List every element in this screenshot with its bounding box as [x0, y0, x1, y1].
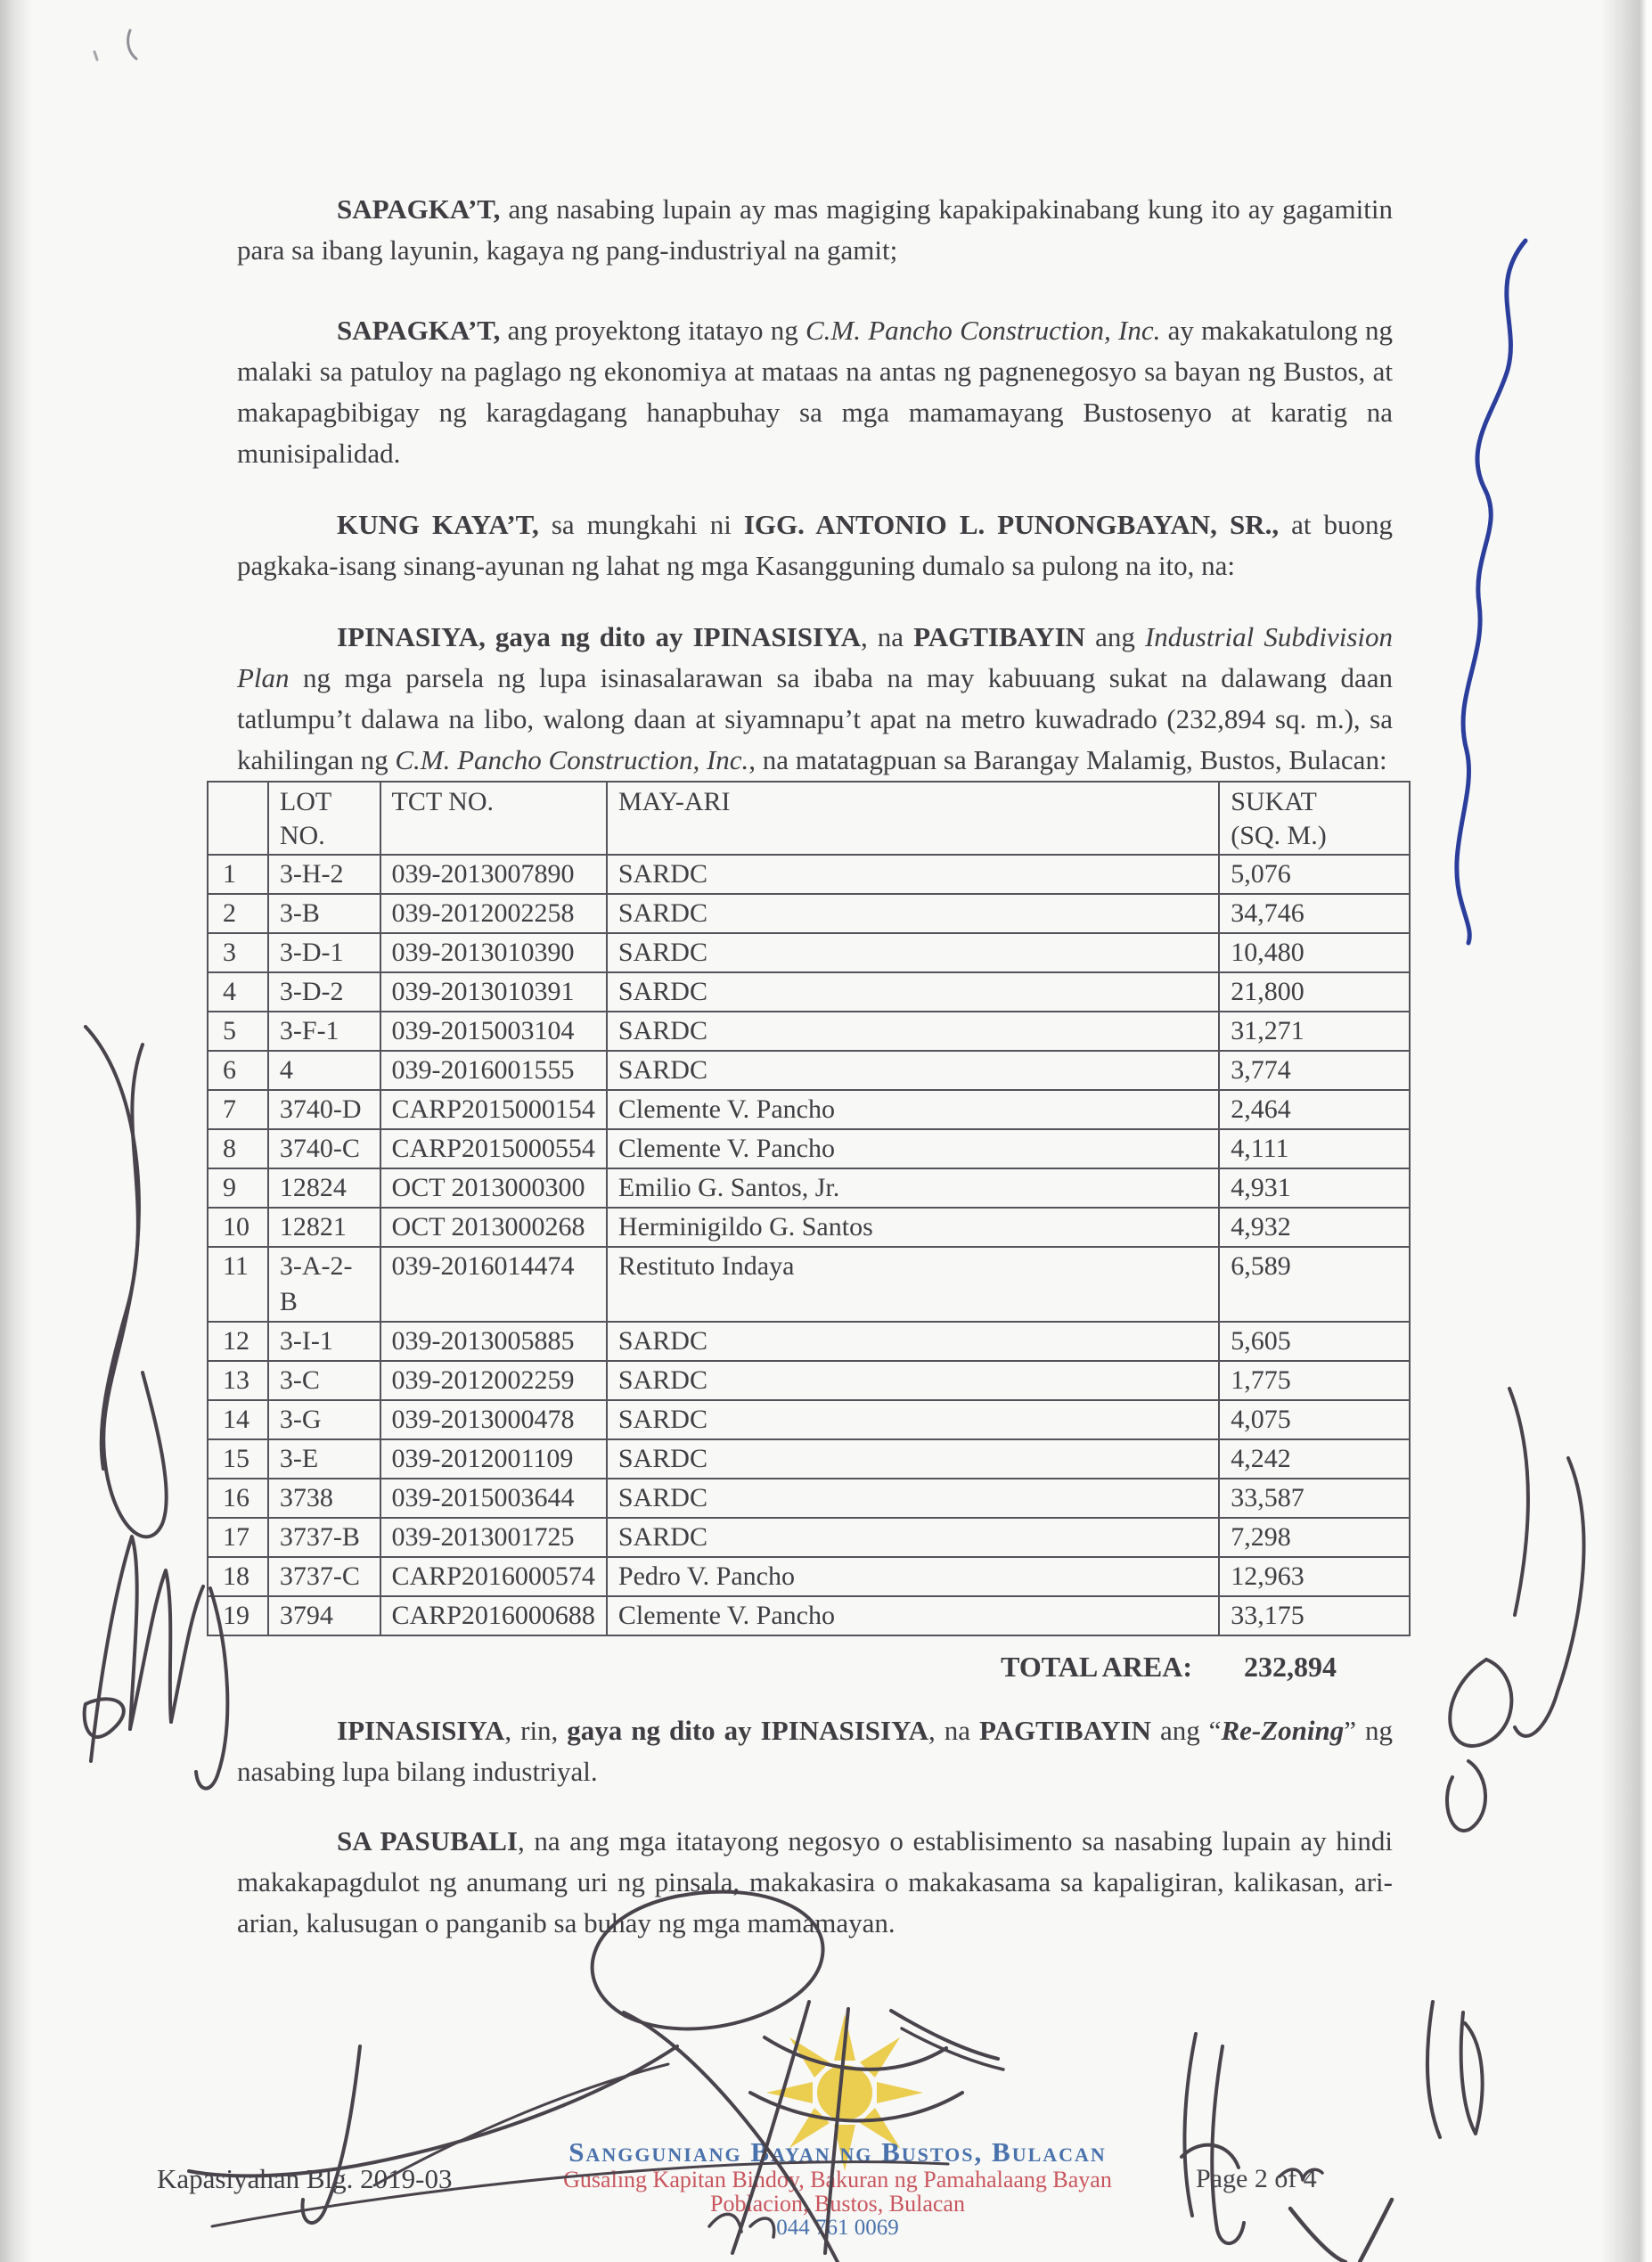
table-cell: 3-B: [268, 894, 380, 933]
text-segment: IPINASIYA, gaya ng dito ay IPINASISIYA: [337, 621, 861, 652]
table-cell: 14: [208, 1400, 268, 1439]
table-cell: 039-2015003104: [380, 1012, 607, 1051]
signature-ink-icon: [86, 1027, 167, 1537]
table-cell: 039-2013010391: [380, 972, 607, 1012]
total-area-label: TOTAL AREA:: [1001, 1651, 1192, 1683]
table-row: [208, 1247, 1410, 1322]
table-cell: SARDC: [607, 1012, 1219, 1051]
text-segment: C.M. Pancho Construction, Inc.: [805, 315, 1161, 346]
table-cell: 3-C: [268, 1361, 380, 1400]
table-cell: 3-A-2-B: [268, 1247, 380, 1322]
table-cell: 3-G: [268, 1400, 380, 1439]
table-cell: 039-2013007890: [380, 855, 607, 894]
lots-table-header: [208, 782, 1410, 855]
table-cell: CARP2015000154: [380, 1090, 607, 1129]
table-cell: 3794: [268, 1596, 380, 1635]
table-cell: 039-2013010390: [380, 933, 607, 972]
text-segment: PAGTIBAYIN: [979, 1715, 1151, 1746]
table-row: [208, 1322, 1410, 1361]
document-body: [207, 0, 1411, 1944]
table-cell: SARDC: [607, 1361, 1219, 1400]
table-cell: 039-2016014474: [380, 1247, 607, 1322]
table-row: [208, 972, 1410, 1012]
table-cell: 4: [208, 972, 268, 1012]
table-cell: 3-H-2: [268, 855, 380, 894]
table-header-row: [208, 782, 1410, 855]
seal-phone: 044 761 0069: [776, 2216, 899, 2240]
text-segment: ay makakatulong ng malaki sa patuloy na paglago ng ekonomiya at mataas na antas ng pagnenegosyo sa bayan ng Bustos, at makapagbibigay ng karagdagang hanapbuhay sa mga mamamayang Bustosenyo at karatig na munisipalidad.: [237, 315, 1393, 469]
table-cell: 4,242: [1219, 1439, 1410, 1479]
table-row: [208, 1400, 1410, 1439]
text-segment: , na: [928, 1715, 980, 1746]
table-row: [208, 933, 1410, 972]
table-cell: Pedro V. Pancho: [607, 1557, 1219, 1596]
header-tct-no: TCT NO.: [380, 782, 607, 855]
table-cell: 33,587: [1219, 1479, 1410, 1518]
text-segment: ang proyektong itatayo ng: [500, 315, 806, 346]
text-segment: , na: [860, 621, 914, 652]
table-cell: 12824: [268, 1168, 380, 1208]
paragraph-sapagkat-2: [237, 310, 1393, 474]
table-cell: 039-2012001109: [380, 1439, 607, 1479]
table-row: [208, 1168, 1410, 1208]
table-cell: SARDC: [607, 1051, 1219, 1090]
paragraph-sapagkat-1: [237, 189, 1393, 271]
text-segment: sa mungkahi ni: [538, 509, 744, 540]
text-segment: , na matatagpuan sa Barangay Malamig, Bustos, Bulacan:: [748, 744, 1387, 775]
text-segment: IPINASISIYA: [337, 1715, 505, 1746]
table-cell: 16: [208, 1479, 268, 1518]
table-cell: 9: [208, 1168, 268, 1208]
table-cell: 4: [268, 1051, 380, 1090]
signature-ink-icon: [1447, 1761, 1485, 1831]
signature-blue-icon: [1457, 241, 1525, 943]
header-may-ari: MAY-ARI: [607, 782, 1219, 855]
table-cell: OCT 2013000300: [380, 1168, 607, 1208]
signature-ink-icon: [130, 1570, 171, 1729]
table-cell: 19: [208, 1596, 268, 1635]
seal-organization: Sangguniang Bayan ng Bustos, Bulacan: [568, 2136, 1107, 2168]
table-cell: 15: [208, 1439, 268, 1479]
table-cell: 12821: [268, 1208, 380, 1247]
table-cell: 039-2012002259: [380, 1361, 607, 1400]
text-segment: Industrial Subdivision Plan: [237, 621, 1393, 693]
table-row: [208, 1439, 1410, 1479]
table-cell: 10,480: [1219, 933, 1410, 972]
table-row: [208, 1557, 1410, 1596]
table-cell: 3738: [268, 1479, 380, 1518]
table-cell: Clemente V. Pancho: [607, 1090, 1219, 1129]
table-cell: 3737-B: [268, 1518, 380, 1557]
table-cell: SARDC: [607, 933, 1219, 972]
table-cell: 12: [208, 1322, 268, 1361]
paragraph-rezoning: [237, 1710, 1393, 1792]
signature-ink-icon: [102, 1045, 143, 1469]
signature-ink-icon: [1360, 2200, 1392, 2262]
text-segment: ang “: [1150, 1715, 1222, 1746]
signature-ink-icon: [1450, 1660, 1511, 1746]
table-row: [208, 1012, 1410, 1051]
text-segment: SAPAGKA’T,: [337, 193, 501, 225]
text-segment: ang: [1085, 621, 1145, 652]
page-number: Page 2 of 4: [1196, 2164, 1317, 2193]
table-row: [208, 894, 1410, 933]
text-segment: IGG. ANTONIO L. PUNONGBAYAN, SR.,: [743, 509, 1280, 540]
table-cell: 4,932: [1219, 1208, 1410, 1247]
text-segment: SA PASUBALI: [337, 1825, 518, 1856]
table-cell: CARP2016000688: [380, 1596, 607, 1635]
table-cell: 1,775: [1219, 1361, 1410, 1400]
text-segment: ” ng nasabing lupa bilang industriyal.: [237, 1715, 1393, 1787]
signature-ink-icon: [302, 2046, 360, 2223]
table-cell: 039-2013005885: [380, 1322, 607, 1361]
table-cell: 12,963: [1219, 1557, 1410, 1596]
table-cell: 11: [208, 1247, 268, 1322]
lots-table: [207, 781, 1411, 1636]
table-cell: SARDC: [607, 1518, 1219, 1557]
table-row: [208, 1361, 1410, 1400]
text-segment: gaya ng dito ay IPINASISIYA: [567, 1715, 929, 1746]
text-segment: at buong pagkaka-isang sinang-ayunan ng lahat ng mga Kasangguning dumalo sa pulong na ito, na:: [237, 509, 1394, 581]
signature-ink-icon: [1461, 2012, 1483, 2134]
table-cell: 3-F-1: [268, 1012, 380, 1051]
table-cell: 17: [208, 1518, 268, 1557]
table-cell: 34,746: [1219, 894, 1410, 933]
table-cell: 039-2016001555: [380, 1051, 607, 1090]
signature-ink-icon: [1515, 1458, 1583, 1736]
table-cell: 4,075: [1219, 1400, 1410, 1439]
header-sukat: SUKAT (SQ. M.): [1219, 782, 1410, 855]
table-cell: 039-2013001725: [380, 1518, 607, 1557]
table-cell: 2,464: [1219, 1090, 1410, 1129]
table-cell: 4,931: [1219, 1168, 1410, 1208]
table-cell: 33,175: [1219, 1596, 1410, 1635]
text-segment: , rin,: [504, 1715, 568, 1746]
table-cell: 8: [208, 1129, 268, 1168]
table-cell: SARDC: [607, 1400, 1219, 1439]
table-row: [208, 1479, 1410, 1518]
table-cell: 18: [208, 1557, 268, 1596]
table-cell: 039-2015003644: [380, 1479, 607, 1518]
table-cell: 7: [208, 1090, 268, 1129]
table-cell: SARDC: [607, 972, 1219, 1012]
table-cell: SARDC: [607, 1322, 1219, 1361]
table-row: [208, 855, 1410, 894]
resolution-number: Kapasiyahan Blg. 2019-03: [157, 2163, 453, 2194]
table-cell: CARP2016000574: [380, 1557, 607, 1596]
table-cell: CARP2015000554: [380, 1129, 607, 1168]
table-row: [208, 1129, 1410, 1168]
header-lot-no: LOT NO.: [268, 782, 380, 855]
table-cell: 5,605: [1219, 1322, 1410, 1361]
table-cell: 4,111: [1219, 1129, 1410, 1168]
signature-ink-icon: [85, 1699, 124, 1737]
paragraph-ipinasiya: [237, 617, 1393, 781]
table-cell: Clemente V. Pancho: [607, 1129, 1219, 1168]
total-area-value: 232,894: [1244, 1651, 1337, 1683]
signature-ink-icon: [1509, 1389, 1528, 1615]
table-cell: Restituto Indaya: [607, 1247, 1219, 1322]
table-cell: 3: [208, 933, 268, 972]
text-segment: Re-Zoning: [1221, 1715, 1345, 1746]
table-cell: 5: [208, 1012, 268, 1051]
table-cell: 3-D-2: [268, 972, 380, 1012]
table-row: [208, 1596, 1410, 1635]
pen-mark-icon: [128, 30, 136, 59]
table-cell: 039-2013000478: [380, 1400, 607, 1439]
signature-ink-icon: [1290, 2209, 1345, 2262]
table-cell: SARDC: [607, 894, 1219, 933]
text-segment: PAGTIBAYIN: [913, 621, 1086, 652]
signature-ink-icon: [91, 1537, 137, 1761]
table-cell: 3737-C: [268, 1557, 380, 1596]
pen-mark-icon: [94, 52, 97, 60]
text-segment: ang nasabing lupain ay mas magiging kapakipakinabang kung ito ay gagamitin para sa ibang layunin, kagaya ng pang-industriyal na gamit;: [237, 193, 1393, 266]
table-cell: 31,271: [1219, 1012, 1410, 1051]
table-row: [208, 1051, 1410, 1090]
table-cell: 21,800: [1219, 972, 1410, 1012]
table-cell: 6,589: [1219, 1247, 1410, 1322]
header-index: [208, 782, 268, 855]
signature-ink-icon: [171, 1586, 203, 1722]
paragraph-kung-kayat: [237, 504, 1393, 586]
lots-table-body: [208, 855, 1410, 1635]
table-cell: 6: [208, 1051, 268, 1090]
table-cell: SARDC: [607, 1479, 1219, 1518]
seal-address-1: Gusaling Kapitan Bindoy, Bakuran ng Pamahalaang Bayan: [563, 2167, 1112, 2192]
seal-address-2: Poblacion, Bustos, Bulacan: [710, 2191, 965, 2217]
paragraph-sa-pasubali: [237, 1821, 1393, 1944]
text-segment: C.M. Pancho Construction, Inc.: [395, 744, 749, 775]
text-segment: , na ang mga itatayong negosyo o establisimento sa nasabing lupain ay hindi makakapagdulot ng anumang uri ng pinsala, makakasira o makakasama sa kapaligiran, kalikasan, ari-arian, kalusugan o panganib sa buhay ng mga mamamayan.: [237, 1825, 1393, 1938]
table-cell: 7,298: [1219, 1518, 1410, 1557]
text-segment: SAPAGKA’T,: [337, 315, 501, 346]
table-cell: 10: [208, 1208, 268, 1247]
table-cell: 13: [208, 1361, 268, 1400]
table-cell: 1: [208, 855, 268, 894]
total-area-line: [207, 1651, 1411, 1684]
table-cell: SARDC: [607, 1439, 1219, 1479]
text-segment: ng mga parsela ng lupa isinasalarawan sa ibaba na may kabuuang sukat na dalawang daan tatlumpu’t dalawa na libo, walong daan at siyamnapu’t apat na metro kuwadrado (232,894 sq. m.), sa kahilingan ng: [237, 662, 1393, 775]
table-row: [208, 1090, 1410, 1129]
table-cell: 5,076: [1219, 855, 1410, 894]
table-cell: 2: [208, 894, 268, 933]
table-cell: 3-D-1: [268, 933, 380, 972]
table-cell: Clemente V. Pancho: [607, 1596, 1219, 1635]
table-cell: 039-2012002258: [380, 894, 607, 933]
table-cell: 3740-C: [268, 1129, 380, 1168]
table-row: [208, 1518, 1410, 1557]
table-cell: 3-I-1: [268, 1322, 380, 1361]
table-cell: Herminigildo G. Santos: [607, 1208, 1219, 1247]
table-cell: Emilio G. Santos, Jr.: [607, 1168, 1219, 1208]
table-cell: OCT 2013000268: [380, 1208, 607, 1247]
table-cell: 3-E: [268, 1439, 380, 1479]
table-row: [208, 1208, 1410, 1247]
footer-seal: [410, 2137, 1265, 2240]
signature-ink-icon: [1427, 2002, 1440, 2137]
table-cell: 3,774: [1219, 1051, 1410, 1090]
text-segment: KUNG KAYA’T,: [337, 509, 539, 540]
table-cell: SARDC: [607, 855, 1219, 894]
table-cell: 3740-D: [268, 1090, 380, 1129]
